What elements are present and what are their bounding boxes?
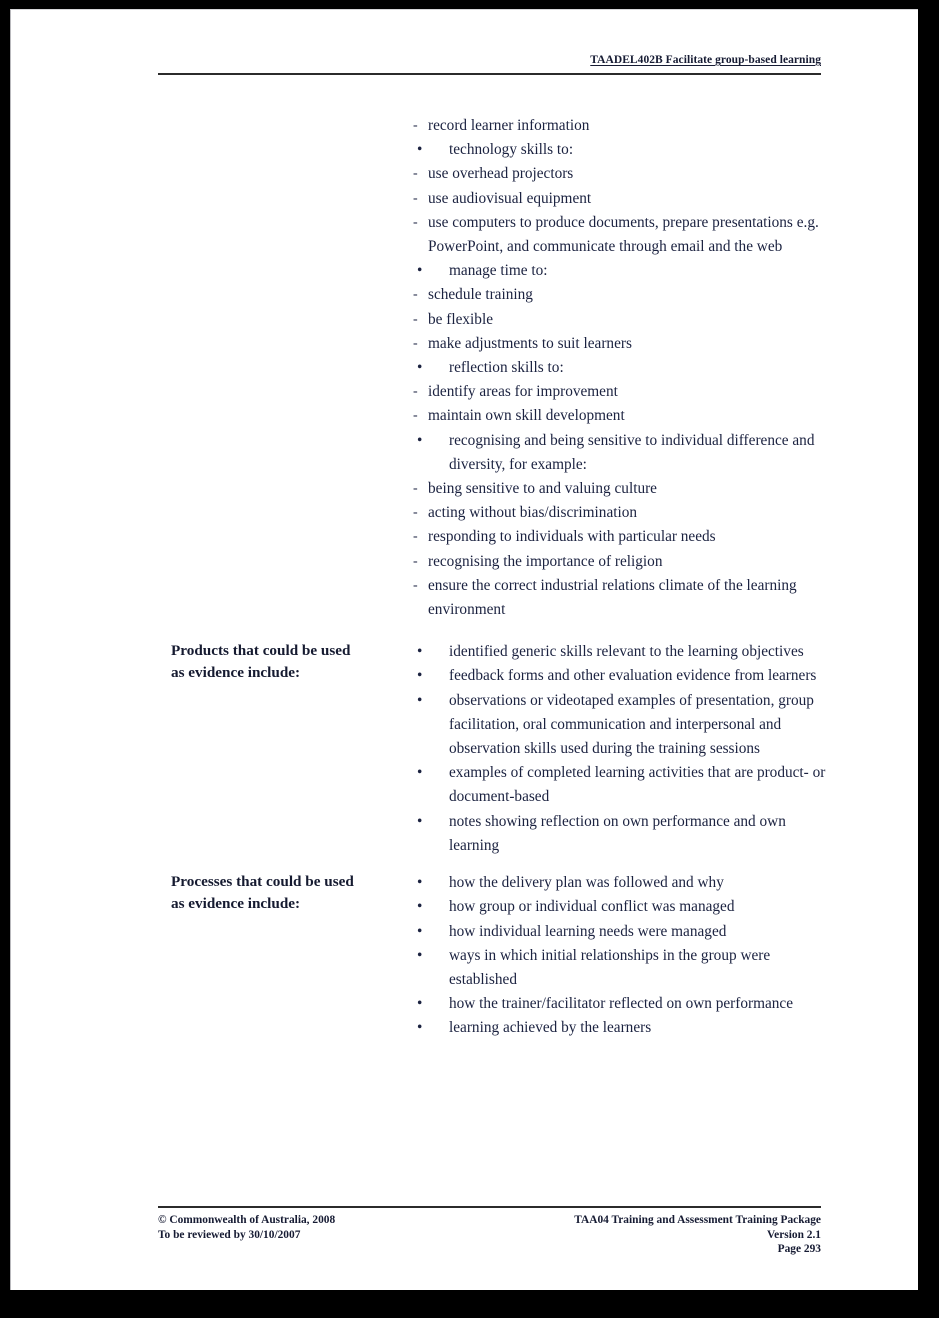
list-item-text: notes showing reflection on own performance and own learning [449, 812, 786, 854]
list-item [408, 920, 830, 944]
list-item [408, 429, 830, 477]
row-label-products [158, 640, 408, 683]
list-item [408, 689, 830, 762]
list-item [412, 574, 830, 622]
list-item [412, 550, 830, 574]
list-item-text: observations or videotaped examples of presentation, group facilitation, oral communication and interpersonal and observation skills used during the training sessions [449, 691, 814, 758]
row-label-line-1: Processes that could be used [171, 873, 354, 891]
list-item [408, 356, 830, 380]
bullet-list [408, 138, 830, 162]
list-item-text: being sensitive to and valuing culture [428, 480, 657, 498]
list-item-text: be flexible [428, 310, 493, 328]
footer-package-name: TAA04 Training and Assessment Training Package [574, 1214, 821, 1226]
list-item-text: identify areas for improvement [428, 383, 618, 401]
list-item [412, 477, 830, 501]
list-item-text: recognising the importance of religion [428, 552, 663, 570]
list-item [412, 114, 830, 138]
bullet-icon: • [417, 1019, 423, 1037]
list-item-text: use overhead projectors [428, 165, 574, 183]
footer-left [158, 1213, 335, 1242]
bullet-icon: • [417, 946, 423, 964]
bullet-icon: • [417, 995, 423, 1013]
dash-icon: - [413, 553, 418, 569]
bullet-icon: • [417, 812, 423, 830]
row-spacer [158, 858, 830, 871]
list-item [412, 283, 830, 307]
list-item [408, 640, 830, 664]
list-item [408, 138, 830, 162]
list-item-text: technology skills to: [449, 141, 574, 159]
header-title: TAADEL402B Facilitate group-based learning [590, 54, 821, 66]
dash-icon: - [413, 384, 418, 400]
sublist [408, 477, 830, 622]
list-item [408, 871, 830, 895]
list-item [408, 761, 830, 809]
bullet-list [408, 429, 830, 477]
bullet-icon: • [417, 874, 423, 892]
list-item-text: how individual learning needs were managed [449, 922, 727, 940]
row-list-products [408, 640, 830, 858]
document-page [10, 9, 918, 1290]
bullet-icon: • [417, 643, 423, 661]
dash-icon: - [413, 335, 418, 351]
header-rule [158, 73, 821, 75]
list-item [408, 1016, 830, 1040]
sublist [408, 283, 830, 356]
list-item-text: ensure the correct industrial relations climate of the learning environment [428, 576, 797, 619]
list-item [408, 895, 830, 919]
list-item-text: responding to individuals with particular needs [428, 528, 716, 546]
bullet-icon: • [417, 764, 423, 782]
row-spacer [158, 622, 830, 640]
list-item [412, 308, 830, 332]
bullet-list [408, 259, 830, 283]
row-label-line-2: as evidence include: [171, 894, 301, 912]
list-item [412, 187, 830, 211]
bullet-list [408, 640, 830, 858]
dash-icon: - [413, 118, 418, 133]
bullet-icon: • [417, 922, 423, 940]
dash-icon: - [413, 166, 418, 182]
document-content [158, 114, 830, 1041]
list-item-text: use computers to produce documents, prepare presentations e.g. PowerPoint, and communicate through email and the web [428, 213, 819, 256]
footer-version: Version 2.1 [766, 1228, 821, 1241]
list-item-text: how the delivery plan was followed and why [449, 874, 724, 892]
dash-icon: - [413, 287, 418, 303]
row-label-line-1: Products that could be used [171, 642, 351, 660]
list-item-text: feedback forms and other evaluation evidence from learners [449, 667, 817, 685]
list-item [408, 664, 830, 688]
list-item-text: manage time to: [449, 262, 548, 280]
sublist [408, 380, 830, 428]
list-item-text: reflection skills to: [449, 359, 564, 377]
list-item-text: recognising and being sensitive to individual difference and diversity, for example: [449, 431, 815, 473]
list-item-text: record learner information [428, 117, 590, 134]
bullet-icon: • [417, 141, 423, 159]
footer-copyright: © Commonwealth of Australia, 2008 [158, 1214, 336, 1226]
list-item-text: acting without bias/discrimination [428, 504, 638, 522]
row-list-continuation [408, 114, 830, 622]
bullet-icon: • [417, 667, 423, 685]
list-item-text: ways in which initial relationships in the group were established [449, 946, 771, 988]
row-label-line-2: as evidence include: [171, 663, 301, 681]
list-item [408, 810, 830, 858]
dash-icon: - [413, 529, 418, 545]
list-item [408, 944, 830, 992]
sublist [408, 162, 830, 259]
sublist [408, 114, 830, 138]
list-item-text: how the trainer/facilitator reflected on own performance [449, 995, 794, 1013]
dash-icon: - [413, 505, 418, 521]
footer-columns [158, 1213, 821, 1257]
list-item-text: how group or individual conflict was managed [449, 898, 735, 916]
list-item-text: identified generic skills relevant to the learning objectives [449, 643, 804, 661]
list-item [408, 992, 830, 1016]
content-row-products [158, 640, 830, 858]
dash-icon: - [413, 311, 418, 327]
page-footer [158, 1206, 821, 1257]
bullet-list [408, 871, 830, 1040]
dash-icon: - [413, 577, 418, 593]
list-item [412, 332, 830, 356]
bullet-icon: • [417, 359, 423, 377]
footer-review-date: To be reviewed by 30/10/2007 [158, 1228, 301, 1241]
list-item [412, 380, 830, 404]
footer-right [574, 1213, 821, 1257]
list-item [412, 525, 830, 549]
list-item-text: make adjustments to suit learners [428, 334, 632, 352]
bullet-icon: • [417, 431, 423, 449]
row-label-processes [158, 871, 408, 914]
list-item [412, 162, 830, 186]
bullet-icon: • [417, 262, 423, 280]
bullet-icon: • [417, 691, 423, 709]
bullet-icon: • [417, 898, 423, 916]
footer-rule [158, 1206, 821, 1208]
dash-icon: - [413, 408, 418, 424]
list-item [412, 404, 830, 428]
list-item-text: use audiovisual equipment [428, 189, 592, 207]
list-item [412, 501, 830, 525]
list-item-text: maintain own skill development [428, 407, 625, 425]
list-item-text: learning achieved by the learners [449, 1019, 652, 1037]
list-item-text: schedule training [428, 286, 533, 304]
list-item [408, 259, 830, 283]
bullet-list [408, 356, 830, 380]
content-row-processes [158, 871, 830, 1040]
list-item [412, 211, 830, 259]
dash-icon: - [413, 214, 418, 230]
row-list-processes [408, 871, 830, 1040]
content-row-continuation [158, 114, 830, 622]
dash-icon: - [413, 481, 418, 497]
list-item-text: examples of completed learning activities that are product- or document-based [449, 764, 826, 806]
footer-page-number: Page 293 [777, 1243, 821, 1256]
page-header [158, 54, 821, 75]
dash-icon: - [413, 190, 418, 206]
